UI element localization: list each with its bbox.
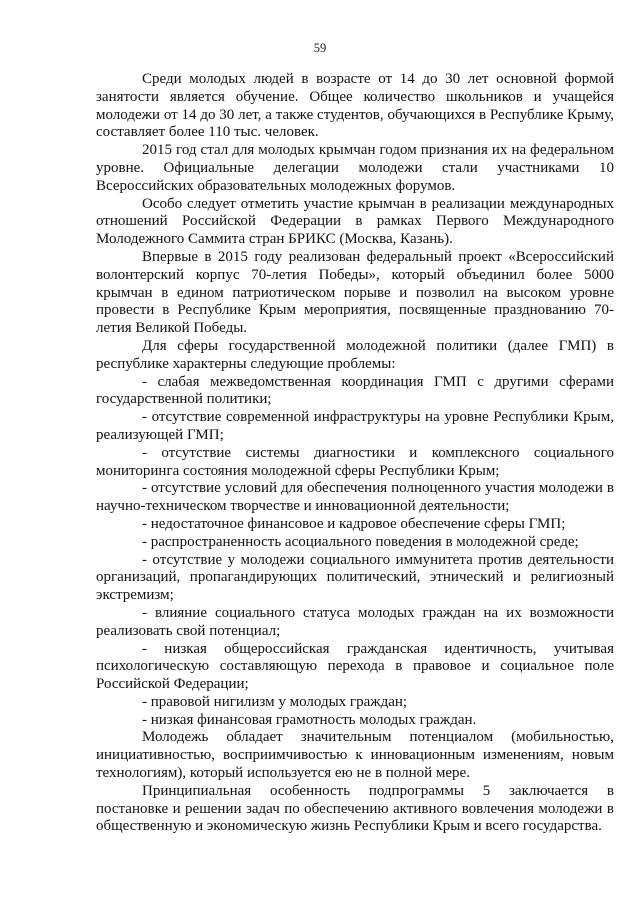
paragraph-volunteer-corps: Впервые в 2015 году реализован федеральный проект «Всероссийский волонтерский корпус 70-летия Победы», который объединил более 5000 крымчан в едином патриотическом порыве и позволил на высоком уровне провести в Республике Крым мероприятия, посвященные празднованию 70-летия Великой Победы.: [96, 248, 614, 337]
page-number: 59: [313, 41, 327, 55]
list-item-monitoring: - отсутствие системы диагностики и комплексного социального мониторинга состояния молодежной сферы Республики Крым;: [96, 444, 614, 479]
list-item-coordination: - слабая межведомственная координация ГМП с другими сферами государственной политики;: [96, 373, 614, 408]
list-item-social-status: - влияние социального статуса молодых граждан на их возможности реализовать свой потенциал;: [96, 604, 614, 639]
document-body: [96, 71, 614, 836]
list-item-infrastructure: - отсутствие современной инфраструктуры на уровне Республики Крым, реализующей ГМП;: [96, 409, 614, 443]
paragraph-problems-intro: Для сферы государственной молодежной политики (далее ГМП) в республике характерны следующие проблемы:: [96, 337, 614, 372]
paragraph-brics-summit: Особо следует отметить участие крымчан в реализации международных отношений Российской Федерации в рамках Первого Международного Молодежного Саммита стран БРИКС (Москва, Казань).: [96, 195, 614, 248]
list-item-civic-identity: - низкая общероссийская гражданская идентичность, учитывая психологическую составляющую перехода в правовое и социальное поле Российской Федерации;: [96, 640, 614, 693]
paragraph-2015-recognition: 2015 год стал для молодых крымчан годом признания их на федеральном уровне. Официальные делегации молодежи стали участниками 10 Всероссийских образовательных молодежных форумов.: [96, 142, 614, 194]
paragraph-youth-education: Среди молодых людей в возрасте от 14 до 30 лет основной формой занятости является обучение. Общее количество школьников и учащейся молодежи от 14 до 30 лет, а также студентов, обучающихся в Республике Крыму, составляет более 110 тыс. человек.: [96, 71, 614, 141]
list-item-legal-nihilism: - правовой нигилизм у молодых граждан;: [142, 693, 408, 710]
paragraph-subprogram-5: Принципиальная особенность подпрограммы 5 заключается в постановке и решении задач по обеспечению активного вовлечения молодежи в общественную и экономическую жизнь Республики Крым и всего государства.: [96, 782, 614, 835]
list-item-funding: - недостаточное финансовое и кадровое обеспечение сферы ГМП;: [142, 515, 566, 532]
paragraph-youth-potential: Молодежь обладает значительным потенциалом (мобильностью, инициативностью, восприимчивостью к инновационным изменениям, новым технологиям), который используется ею не в полной мере.: [96, 729, 614, 782]
list-item-asocial-behavior: - распространенность асоциального поведения в молодежной среде;: [142, 533, 579, 550]
list-item-financial-literacy: - низкая финансовая грамотность молодых граждан.: [142, 711, 477, 728]
list-item-science-participation: - отсутствие условий для обеспечения полноценного участия молодежи в научно-техническом творчестве и инновационной деятельности;: [96, 480, 614, 515]
list-item-extremism-immunity: - отсутствие у молодежи социального иммунитета против деятельности организаций, пропагандирующих политический, этнический и религиозный экстремизм;: [96, 551, 614, 604]
